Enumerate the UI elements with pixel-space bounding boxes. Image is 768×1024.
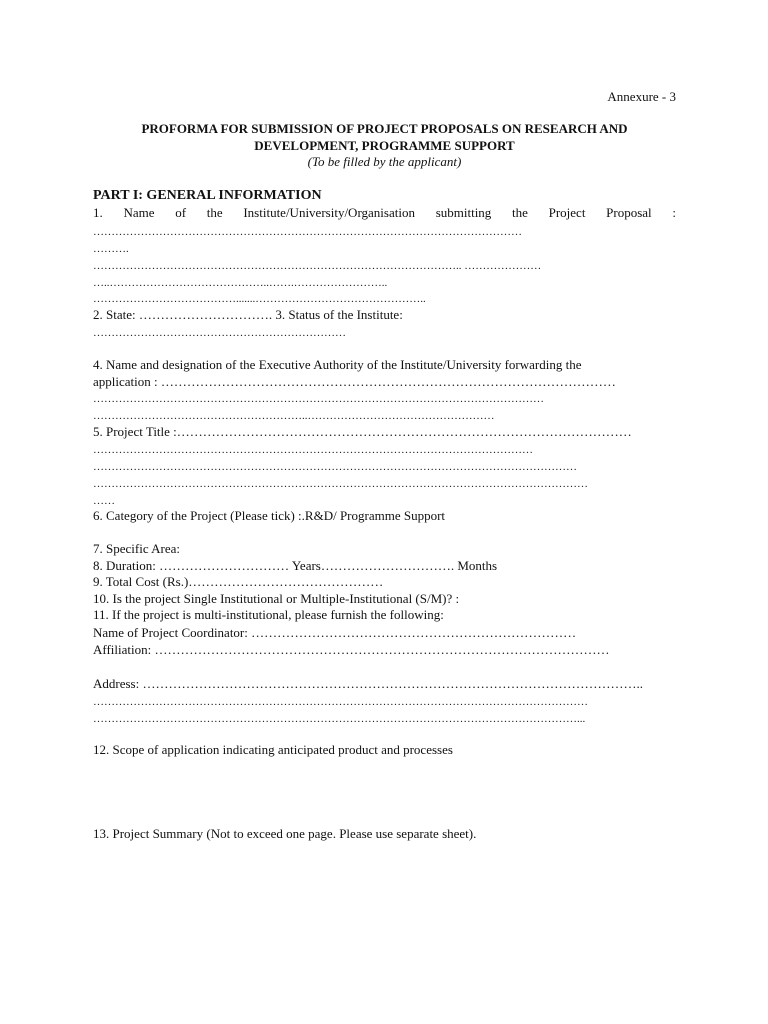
q7-specific-area: 7. Specific Area: bbox=[93, 541, 180, 556]
q1-word: submitting bbox=[435, 205, 492, 220]
q5-project-title: 5. Project Title :…………………………………………………………………………………………… bbox=[93, 424, 632, 439]
part-heading: PART I: GENERAL INFORMATION bbox=[93, 188, 322, 203]
q1-dotted-line: ……………………………………………………………………………………….. ………………… bbox=[93, 260, 542, 272]
q2-dotted-line: …………………………………………………………… bbox=[93, 327, 346, 339]
q4-line-2: application : …………………………………………………………………………………………… bbox=[93, 374, 616, 389]
q5-dotted-line: ………………………………………………………………………………………………………… bbox=[93, 444, 533, 456]
title-line-2: DEVELOPMENT, PROGRAMME SUPPORT bbox=[254, 138, 515, 153]
annexure-label: Annexure - 3 bbox=[607, 89, 676, 104]
q1-dotted-line: ………. bbox=[93, 243, 129, 255]
q10-institutional: 10. Is the project Single Institutional or Multiple-Institutional (S/M)? : bbox=[93, 591, 460, 606]
project-coordinator: Name of Project Coordinator: ………………………………………………………………… bbox=[93, 625, 577, 640]
q1-dotted-line: ……………………………………………………………………………………………………… bbox=[93, 226, 522, 238]
subtitle: (To be filled by the applicant) bbox=[307, 154, 462, 169]
q2-state-status: 2. State: …………………………. 3. Status of the Institute: bbox=[93, 307, 403, 322]
q1-word: Institute/University/Organisation bbox=[243, 205, 415, 220]
title-line-1: PROFORMA FOR SUBMISSION OF PROJECT PROPOSALS ON RESEARCH AND bbox=[141, 121, 628, 136]
q12-scope: 12. Scope of application indicating anticipated product and processes bbox=[93, 742, 453, 757]
q1-word: Project bbox=[548, 205, 586, 220]
q5-dotted-line: ……………………………………………………………………………………………………………………… bbox=[93, 478, 588, 490]
q1-word: of bbox=[175, 205, 187, 220]
address-dotted-line: ……………………………………………………………………………………………………………………... bbox=[93, 713, 586, 725]
q1-dotted-line: …..……………………………………..…….…………………….. bbox=[93, 277, 388, 289]
q4-line-1: 4. Name and designation of the Executive Authority of the Institute/University forwarding the bbox=[93, 357, 582, 372]
q1-word: the bbox=[512, 205, 528, 220]
q6-category: 6. Category of the Project (Please tick) :.R&D/ Programme Support bbox=[93, 508, 446, 523]
q11-multi-institutional: 11. If the project is multi-institutional, please furnish the following: bbox=[93, 607, 444, 622]
q1-dotted-line: ………………………………….......……………………………………….. bbox=[93, 293, 426, 305]
q1-word: Name bbox=[123, 205, 155, 220]
q1-word: Proposal bbox=[606, 205, 652, 220]
q4-dotted-line: …………………………………………………..…………………………………………… bbox=[93, 410, 495, 422]
q5-dotted-line: …………………………………………………………………………………………………………………… bbox=[93, 461, 577, 473]
q1-line bbox=[93, 205, 676, 221]
q13-project-summary: 13. Project Summary (Not to exceed one page. Please use separate sheet). bbox=[93, 826, 477, 841]
q8-duration: 8. Duration: ………………………… Years…………………………. Months bbox=[93, 558, 498, 573]
q1-word: the bbox=[206, 205, 223, 220]
address-dotted-line: ……………………………………………………………………………………………………………………… bbox=[93, 696, 588, 708]
q1-word: : bbox=[672, 205, 676, 220]
q1-number: 1. bbox=[93, 205, 103, 220]
q9-total-cost: 9. Total Cost (Rs.)……………………………………… bbox=[93, 574, 384, 589]
q4-dotted-line: …………………………………………………………………………………………………………… bbox=[93, 393, 544, 405]
address: Address: …………………………………………………………………………………………………….. bbox=[93, 676, 643, 691]
affiliation: Affiliation: …………………………………………………………………………………………… bbox=[93, 642, 610, 657]
q5-dotted-line: …… bbox=[93, 495, 115, 507]
